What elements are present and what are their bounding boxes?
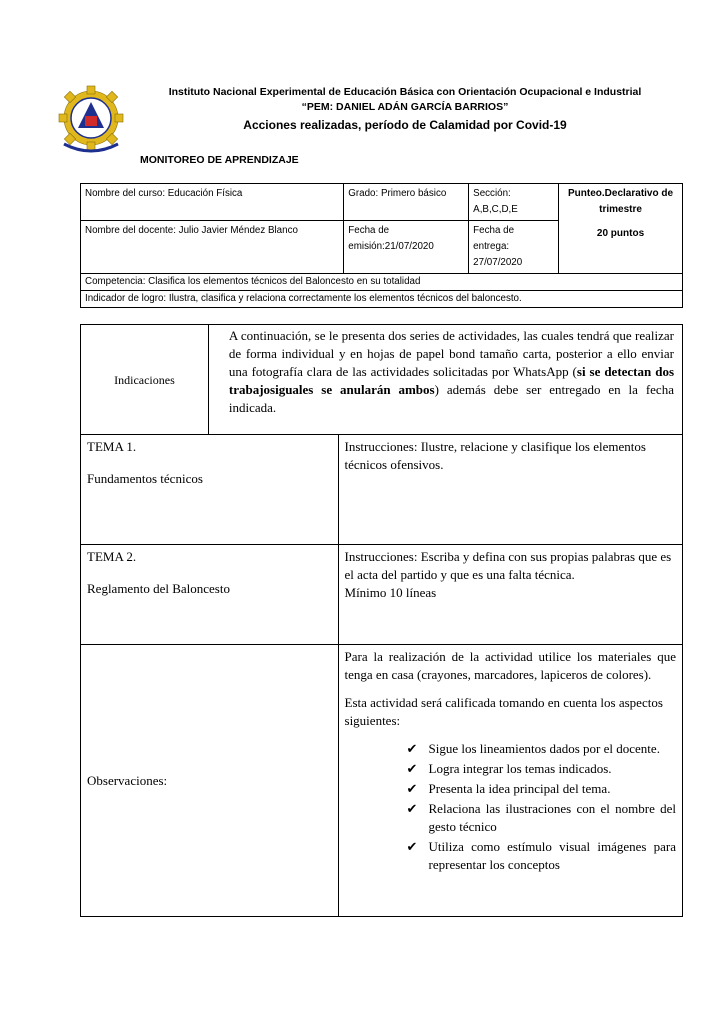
delivery-cell xyxy=(469,221,559,274)
criteria-item: ✔ Sigue los lineamientos dados por el docente. xyxy=(406,741,660,756)
tema1-instructions: Instrucciones: Ilustre, relacione y clasifique los elementos técnicos ofensivos. xyxy=(344,439,646,472)
tema1-subtitle: Fundamentos técnicos xyxy=(87,471,203,486)
tema2-instructions: Instrucciones: Escriba y defina con sus propias palabras que es el acta del partido y que es una falta técnica. xyxy=(344,549,672,582)
check-icon: ✔ xyxy=(406,741,418,756)
indications-text-cell xyxy=(208,325,682,435)
score-value: 20 puntos xyxy=(596,228,645,239)
check-icon: ✔ xyxy=(406,839,418,854)
observations-materials: Para la realización de la actividad utilice los materiales que tenga en casa (crayones, marcadores, lapiceros de colores). xyxy=(344,649,676,682)
teacher-name: Nombre del docente: Julio Javier Méndez Blanco xyxy=(85,225,298,236)
institution-name: Instituto Nacional Experimental de Educación Básica con Orientación Ocupacional e Industrial xyxy=(168,86,642,98)
observations-label-cell xyxy=(81,645,339,917)
check-icon: ✔ xyxy=(406,801,418,816)
section-cell xyxy=(469,184,559,221)
school-logo xyxy=(54,84,128,156)
tema1-cell xyxy=(81,435,339,545)
competence-cell xyxy=(81,274,683,291)
indications-label-cell xyxy=(81,325,209,435)
observations-cell xyxy=(338,645,682,917)
observations-grading: Esta actividad será calificada tomando en cuenta los aspectos siguientes: xyxy=(344,695,663,728)
emission-label: Fecha de xyxy=(348,225,390,236)
activity-table xyxy=(80,324,683,917)
teacher-cell xyxy=(81,221,344,274)
check-icon: ✔ xyxy=(406,761,418,776)
delivery-date: 27/07/2020 xyxy=(473,257,523,268)
tema2-subtitle: Reglamento del Baloncesto xyxy=(87,581,230,596)
section-value: A,B,C,D,E xyxy=(473,204,518,215)
course-name: Nombre del curso: Educación Física xyxy=(85,188,243,199)
delivery-label: Fecha de xyxy=(473,225,515,236)
score-cell xyxy=(559,184,683,274)
check-icon: ✔ xyxy=(406,781,418,796)
indications-warning: si se detectan dos trabajosiguales se anularán ambos xyxy=(228,364,674,397)
tema1-instructions-cell xyxy=(338,435,682,545)
score-title: Punteo.Declarativo de trimestre xyxy=(568,188,674,215)
observations-label: Observaciones: xyxy=(87,772,168,788)
criteria-item: ✔ Presenta la idea principal del tema. xyxy=(406,781,611,796)
tema2-title: TEMA 2. xyxy=(87,549,137,564)
indications-label: Indicaciones xyxy=(114,372,175,387)
criteria-list xyxy=(407,740,676,874)
indicator-cell xyxy=(81,291,683,308)
indications-text-end: ) además debe ser entregado en la fecha indicada. xyxy=(228,382,674,415)
criteria-item: ✔ Utiliza como estímulo visual imágenes para representar los conceptos xyxy=(406,839,676,872)
emission-cell xyxy=(344,221,469,274)
tema2-instructions-cell xyxy=(338,545,682,645)
criteria-item: ✔ Relaciona las ilustraciones con el nombre del gesto técnico xyxy=(406,801,676,834)
grade-cell xyxy=(344,184,469,221)
tema2-minimum: Mínimo 10 líneas xyxy=(344,585,437,600)
achievement-indicator: Indicador de logro: Ilustra, clasifica y relaciona correctamente los elementos técnicos del baloncesto. xyxy=(85,293,522,304)
document-subtitle: Acciones realizadas, período de Calamidad por Covid-19 xyxy=(243,118,567,132)
section-title: MONITOREO DE APRENDIZAJE xyxy=(140,154,299,166)
criteria-item: ✔ Logra integrar los temas indicados. xyxy=(406,761,612,776)
section-label: Sección: xyxy=(473,188,511,199)
tema2-cell xyxy=(81,545,339,645)
school-pem-name: “PEM: DANIEL ADÁN GARCÍA BARRIOS” xyxy=(301,101,509,113)
competence: Competencia: Clasifica los elementos técnicos del Baloncesto en su totalidad xyxy=(85,276,421,287)
tema1-title: TEMA 1. xyxy=(87,439,137,454)
delivery-label-2: entrega: xyxy=(473,241,510,252)
grade: Grado: Primero básico xyxy=(348,188,447,199)
indications-text: A continuación, se le presenta dos series de actividades, las cuales tendrá que realizar de forma individual y en hojas de papel bond tamaño carta, posterior a ello enviar una fotografía clara de las actividades solicitadas por WhatsApp ( xyxy=(228,328,674,379)
emission-date: emisión:21/07/2020 xyxy=(348,241,434,252)
info-table xyxy=(80,183,683,308)
course-cell xyxy=(81,184,344,221)
